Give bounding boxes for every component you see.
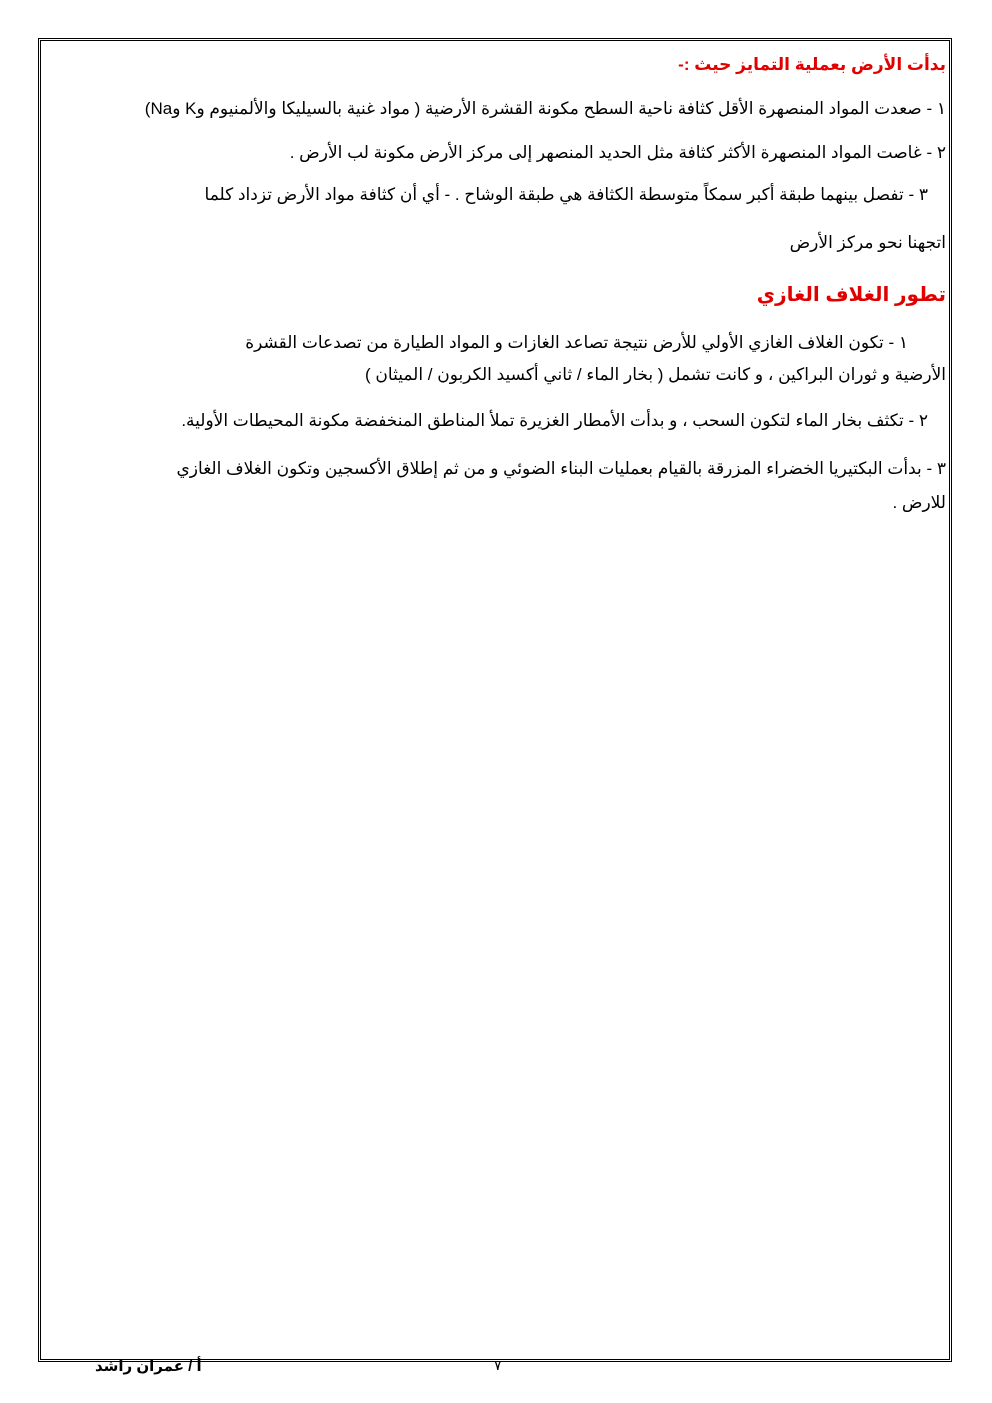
page-number: ٧ [494,1357,502,1373]
section2-item-2: ٢ - تكثف بخار الماء لتكون السحب ، و بدأت الأمطار الغزيرة تملأ المناطق المنخفضة مكونة المحيطات الأولية. [181,411,928,430]
section1-heading: بدأت الأرض بعملية التمايز حيث :- [678,55,946,74]
section2-item-3-line-2: للارض . [892,493,946,512]
section1-item-3-line-1: ٣ - تفصل بينهما طبقة أكبر سمكاً متوسطة الكثافة هي طبقة الوشاح . - أي أن كثافة مواد الأرض تزداد كلما [204,185,928,204]
section2-item-1-line-1: ١ - تكون الغلاف الغازي الأولي للأرض نتيجة تصاعد الغازات و المواد الطيارة من تصدعات القشرة [245,333,908,352]
section2-heading: تطور الغلاف الغازي [756,284,946,306]
section2-item-3-line-1: ٣ - بدأت البكتيريا الخضراء المزرقة بالقيام بعمليات البناء الضوئي و من ثم إطلاق الأكسجين وتكون الغلاف الغازي [176,459,946,478]
footer-author: أ / عمران راشد [95,1358,202,1375]
section1-item-3-line-2: اتجهنا نحو مركز الأرض [789,233,946,252]
section2-item-1-line-2: الأرضية و ثوران البراكين ، و كانت تشمل ( بخار الماء / ثاني أكسيد الكربون / الميثان ) [365,365,946,384]
section1-item-2: ٢ - غاصت المواد المنصهرة الأكثر كثافة مثل الحديد المنصهر إلى مركز الأرض مكونة لب الأرض . [289,143,946,162]
section1-item-1: ١ - صعدت المواد المنصهرة الأقل كثافة ناحية السطح مكونة القشرة الأرضية ( مواد غنية بالسيليكا والألمنيوم وK وNa) [144,99,946,118]
